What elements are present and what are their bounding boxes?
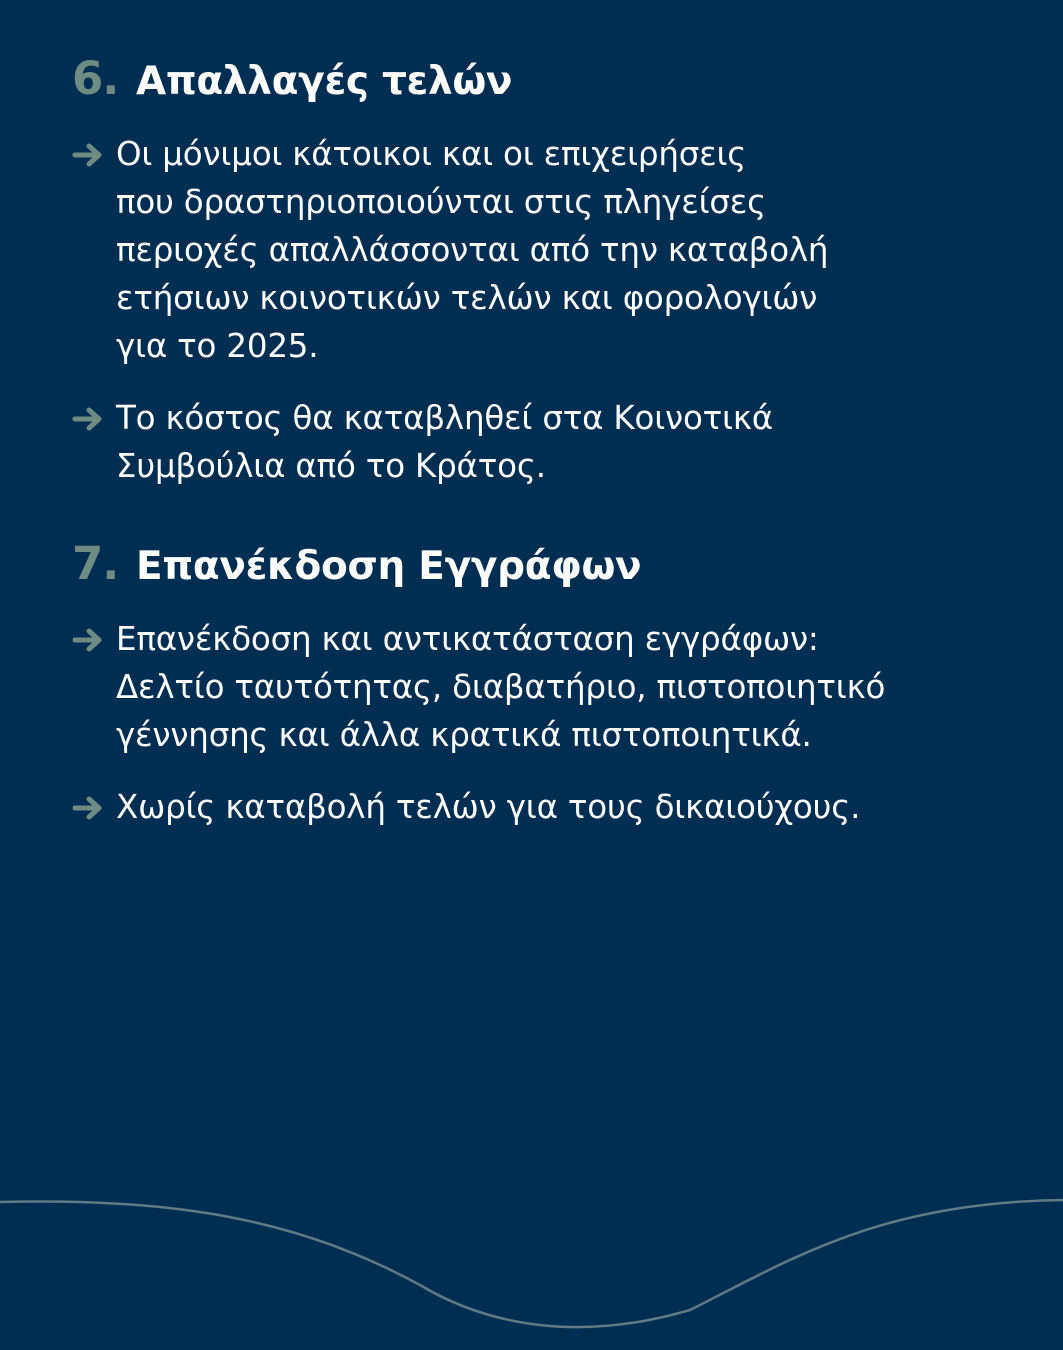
bullet-text: Επανέκδοση και αντικατάσταση εγγράφων: Δελτίο ταυτότητας, διαβατήριο, πιστοποιητικό γέννησης και άλλα κρατικά πιστοποιητικά. xyxy=(116,620,886,754)
list-item xyxy=(72,130,972,370)
section-number: 6. xyxy=(72,52,119,105)
decorative-wave xyxy=(0,1190,1063,1350)
list-item xyxy=(72,394,972,490)
section-title: Επανέκδοση Εγγράφων xyxy=(136,544,642,589)
arrow-right-icon xyxy=(72,405,106,433)
section-fee-exemptions xyxy=(72,52,972,490)
section-number: 7. xyxy=(72,537,119,590)
bullet-text: Χωρίς καταβολή τελών για τους δικαιούχους. xyxy=(116,788,861,826)
section-document-reissue xyxy=(72,537,972,831)
bullet-list xyxy=(72,130,972,490)
bullet-list xyxy=(72,615,972,831)
bullet-text: Το κόστος θα καταβληθεί στα Κοινοτικά Συμβούλια από το Κράτος. xyxy=(116,399,774,485)
section-heading xyxy=(72,537,972,590)
bullet-text: Οι μόνιμοι κάτοικοι και οι επιχειρήσεις που δραστηριοποιούνται στις πληγείσες περιοχές απαλλάσσονται από την καταβολή ετήσιων κοινοτικών τελών και φορολογιών για το 2025. xyxy=(116,135,829,365)
arrow-right-icon xyxy=(72,794,106,822)
section-heading xyxy=(72,52,972,105)
section-title: Απαλλαγές τελών xyxy=(136,59,513,104)
list-item xyxy=(72,783,972,831)
arrow-right-icon xyxy=(72,626,106,654)
arrow-right-icon xyxy=(72,141,106,169)
list-item xyxy=(72,615,972,759)
